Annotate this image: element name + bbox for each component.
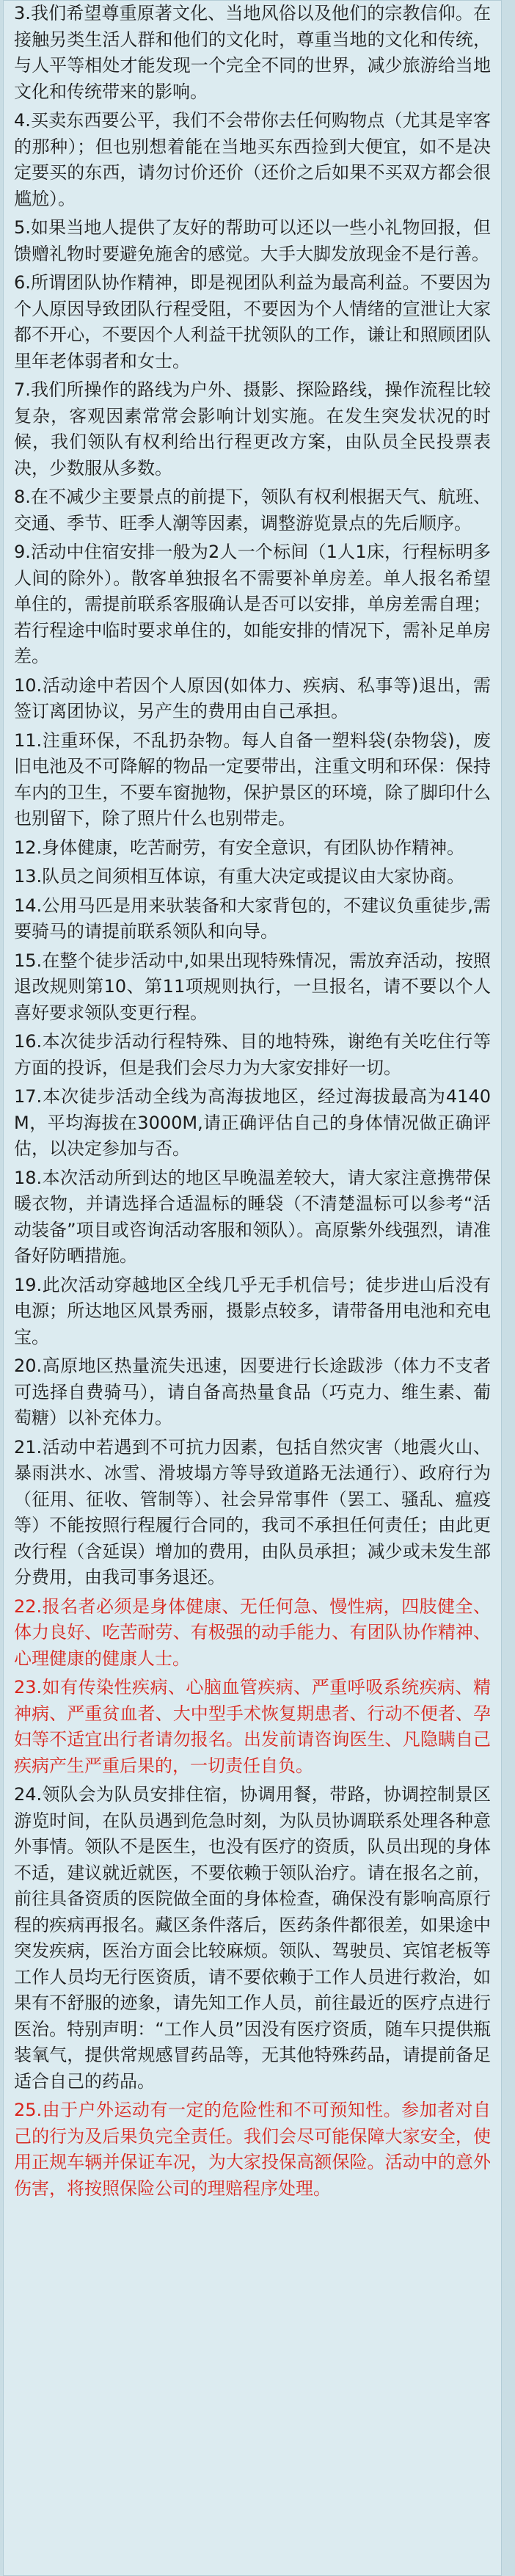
rule-item: 25.由于户外运动有一定的危险性和不可预知性。参加者对自己的行为及后果负完全责任。我们会尽可能保障大家安全，使用正规车辆并保证车况，为大家投保高额保险。活动中的意外伤害，将按照保险公司的理赔程序处理。: [14, 2100, 491, 2199]
rule-item: 16.本次徒步活动行程特殊、目的地特殊，谢绝有关吃住行等方面的投诉，但是我们会尽力为大家安排好一切。: [14, 1031, 491, 1078]
rule-item: 13.队员之间须相互体谅，有重大决定或提议由大家协商。: [14, 866, 465, 887]
rule-item: 15.在整个徒步活动中,如果出现特殊情况，需放弃活动，按照退改规则第10、第11项规则执行，一旦报名，请不要以个人喜好要求领队变更行程。: [14, 950, 491, 1023]
rule-item: 4.买卖东西要公平，我们不会带你去任何购物点（尤其是宰客的那种）；但也别想着能在当地买东西捡到大便宜，如不是决定要买的东西，请勿讨价还价（还价之后如果不买双方都会很尴尬）。: [14, 110, 491, 209]
rule-item: 24.领队会为队员安排住宿，协调用餐，带路，协调控制景区游览时间，在队员遇到危急时刻，为队员协调联系处理各种意外事情。领队不是医生，也没有医疗的资质，队员出现的身体不适，建议就近就医，不要依赖于领队治疗。请在报名之前，前往具备资质的医院做全面的身体检查，确保没有影响高原行程的疾病再报名。藏区条件落后，医药条件都很差，如果途中突发疾病，医治方面会比较麻烦。领队、驾驶员、宾馆老板等工作人员均无行医资质，请不要依赖于工作人员进行救治，如果有不舒服的迹象，请先知工作人员，前往最近的医疗点进行医治。特别声明：“工作人员”因没有医疗资质，随车只提供瓶装氧气，提供常规感冒药品等，无其他特殊药品，请提前备足适合自己的药品。: [14, 1784, 491, 2092]
rule-item: 20.高原地区热量流失迅速，因要进行长途跋涉（体力不支者可选择自费骑马），请自备高热量食品（巧克力、维生素、葡萄糖）以补充体力。: [14, 1356, 491, 1428]
rule-item: 17.本次徒步活动全线为高海拔地区，经过海拔最高为4140M，平均海拔在3000M,请正确评估自己的身体情况做正确评估，以决定参加与否。: [14, 1086, 491, 1159]
rule-item: 9.活动中住宿安排一般为2人一个标间（1人1床，行程标明多人间的除外）。散客单独报名不需要补单房差。单人报名希望单住的，需提前联系客服确认是否可以安排，单房差需自理；若行程途中临时要求单住的，如能安排的情况下，需补足单房差。: [14, 542, 491, 666]
rule-item: 5.如果当地人提供了友好的帮助可以还以一些小礼物回报，但馈赠礼物时要避免施舍的感觉。大手大脚发放现金不是行善。: [14, 217, 491, 264]
rule-item: 11.注重环保，不乱扔杂物。每人自备一塑料袋(杂物袋)，废旧电池及不可降解的物品一定要带出，注重文明和环保：保持车内的卫生，不要车窗抛物，保护景区的环境，除了脚印什么也别留下，除了照片什么也别带走。: [14, 729, 491, 829]
rule-item: 3.我们希望尊重原著文化、当地风俗以及他们的宗教信仰。在接触另类生活人群和他们的文化时，尊重当地的文化和传统，与人平等相处才能发现一个完全不同的世界，减少旅游给当地文化和传统带来的影响。: [14, 3, 491, 102]
rule-item: 10.活动途中若因个人原因(如体力、疾病、私事等)退出，需签订离团协议，另产生的费用由自己承担。: [14, 674, 491, 721]
rule-item: 6.所谓团队协作精神，即是视团队利益为最高利益。不要因为个人原因导致团队行程受阻，不要因为个人情绪的宣泄让大家都不开心，不要因个人利益干扰领队的工作，谦让和照顾团队里年老体弱者和女士。: [14, 272, 491, 371]
rule-item: 19.此次活动穿越地区全线几乎无手机信号；徒步进山后没有电源；所达地区风景秀丽，摄影点较多，请带备用电池和充电宝。: [14, 1274, 491, 1347]
rule-item: 18.本次活动所到达的地区早晚温差较大，请大家注意携带保暖衣物，并请选择合适温标的睡袋（不清楚温标可以参考“活动装备”项目或咨询活动客服和领队）。高原紫外线强烈，请准备好防晒措施。: [14, 1167, 491, 1266]
rule-item: 22.报名者必须是身体健康、无任何急、慢性病，四肢健全、体力良好、吃苦耐劳、有极强的动手能力、有团队协作精神、心理健康的健康人士。: [14, 1596, 491, 1669]
rule-item: 21.活动中若遇到不可抗力因素，包括自然灾害（地震火山、暴雨洪水、冰雪、滑坡塌方等导致道路无法通行）、政府行为（征用、征收、管制等）、社会异常事件（罢工、骚乱、瘟疫等）不能按照行程履行合同的，我司不承担任何责任；由此更改行程（含延误）增加的费用，由队员承担；减少或未发生部分费用，由我司事务退还。: [14, 1436, 491, 1587]
rule-item: 12.身体健康，吃苦耐劳，有安全意识，有团队协作精神。: [14, 837, 465, 858]
rule-item: 8.在不减少主要景点的前提下，领队有权利根据天气、航班、交通、季节、旺季人潮等因素，调整游览景点的先后顺序。: [14, 487, 491, 534]
rules-document: [3, 0, 502, 2576]
rule-item: 7.我们所操作的路线为户外、摄影、探险路线，操作流程比较复杂，客观因素常常会影响计划实施。在发生突发状况的时候，我们领队有权利给出行程更改方案，由队员全民投票表决，少数服从多数。: [14, 379, 491, 479]
rule-item: 14.公用马匹是用来驮装备和大家背包的，不建议负重徒步,需要骑马的请提前联系领队和向导。: [14, 895, 491, 942]
rule-item: 23.如有传染性疾病、心脑血管疾病、严重呼吸系统疾病、精神病、严重贫血者、大中型手术恢复期患者、行动不便者、孕妇等不适宜出行者请勿报名。出发前请咨询医生、凡隐瞒自己疾病产生严重后果的，一切责任自负。: [14, 1677, 491, 1776]
